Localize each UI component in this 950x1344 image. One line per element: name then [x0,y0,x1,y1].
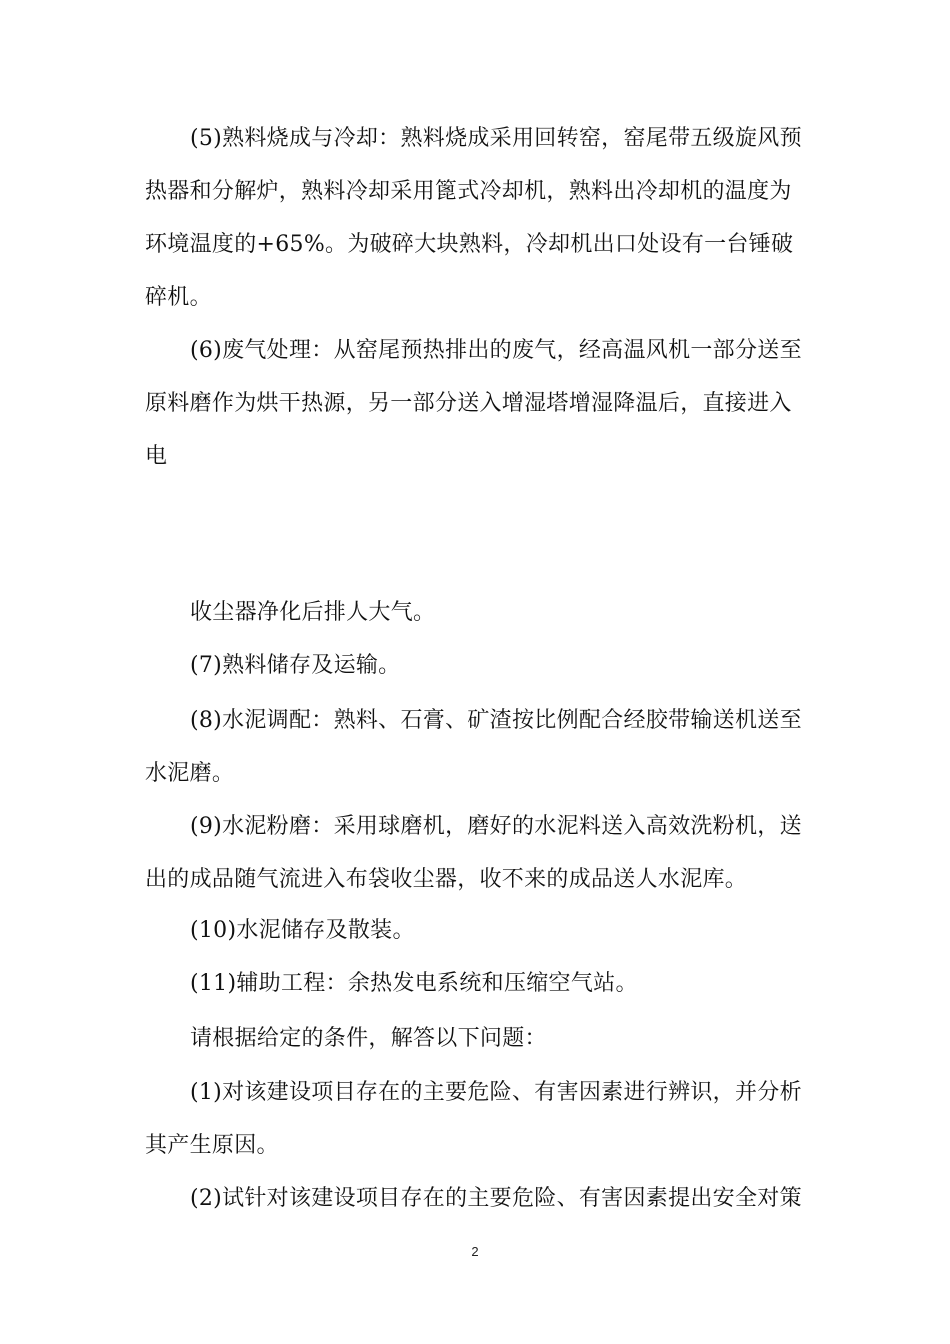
paragraph-question-2: (2)试针对该建设项目存在的主要危险、有害因素提出安全对策 [190,1186,802,1211]
paragraph-question-prompt: 请根据给定的条件，解答以下问题： [190,1026,547,1051]
paragraph-cement-grinding: (9)水泥粉磨：采用球磨机，磨好的水泥料送入高效洗粉机，送出的成品随气流进入布袋收尘器，收不来的成品送人水泥库。 [145,814,802,892]
paragraph-clinker-burning: (5)熟料烧成与冷却：熟料烧成采用回转窑，窑尾带五级旋风预热器和分解炉，熟料冷却采用篦式冷却机，熟料出冷却机的温度为环境温度的+65%。为破碎大块熟料，冷却机出口处设有一台锤破碎机。 [145,126,802,310]
page-number: 2 [471,1244,479,1259]
paragraph-auxiliary-works: (11)辅助工程：余热发电系统和压缩空气站。 [190,971,638,996]
paragraph-question-1: (1)对该建设项目存在的主要危险、有害因素进行辨识，并分析其产生原因。 [145,1080,802,1158]
paragraph-cement-storage: (10)水泥储存及散装。 [190,918,415,943]
paragraph-dust-collector: 收尘器净化后排人大气。 [190,600,436,625]
paragraph-cement-blending: (8)水泥调配：熟料、石膏、矿渣按比例配合经胶带输送机送至水泥磨。 [145,708,802,786]
paragraph-clinker-storage: (7)熟料储存及运输。 [190,653,401,678]
paragraph-exhaust-treatment: (6)废气处理：从窑尾预热排出的废气，经高温风机一部分送至原料磨作为烘干热源，另一部分送入增湿塔增湿降温后，直接进入电 [145,338,802,469]
